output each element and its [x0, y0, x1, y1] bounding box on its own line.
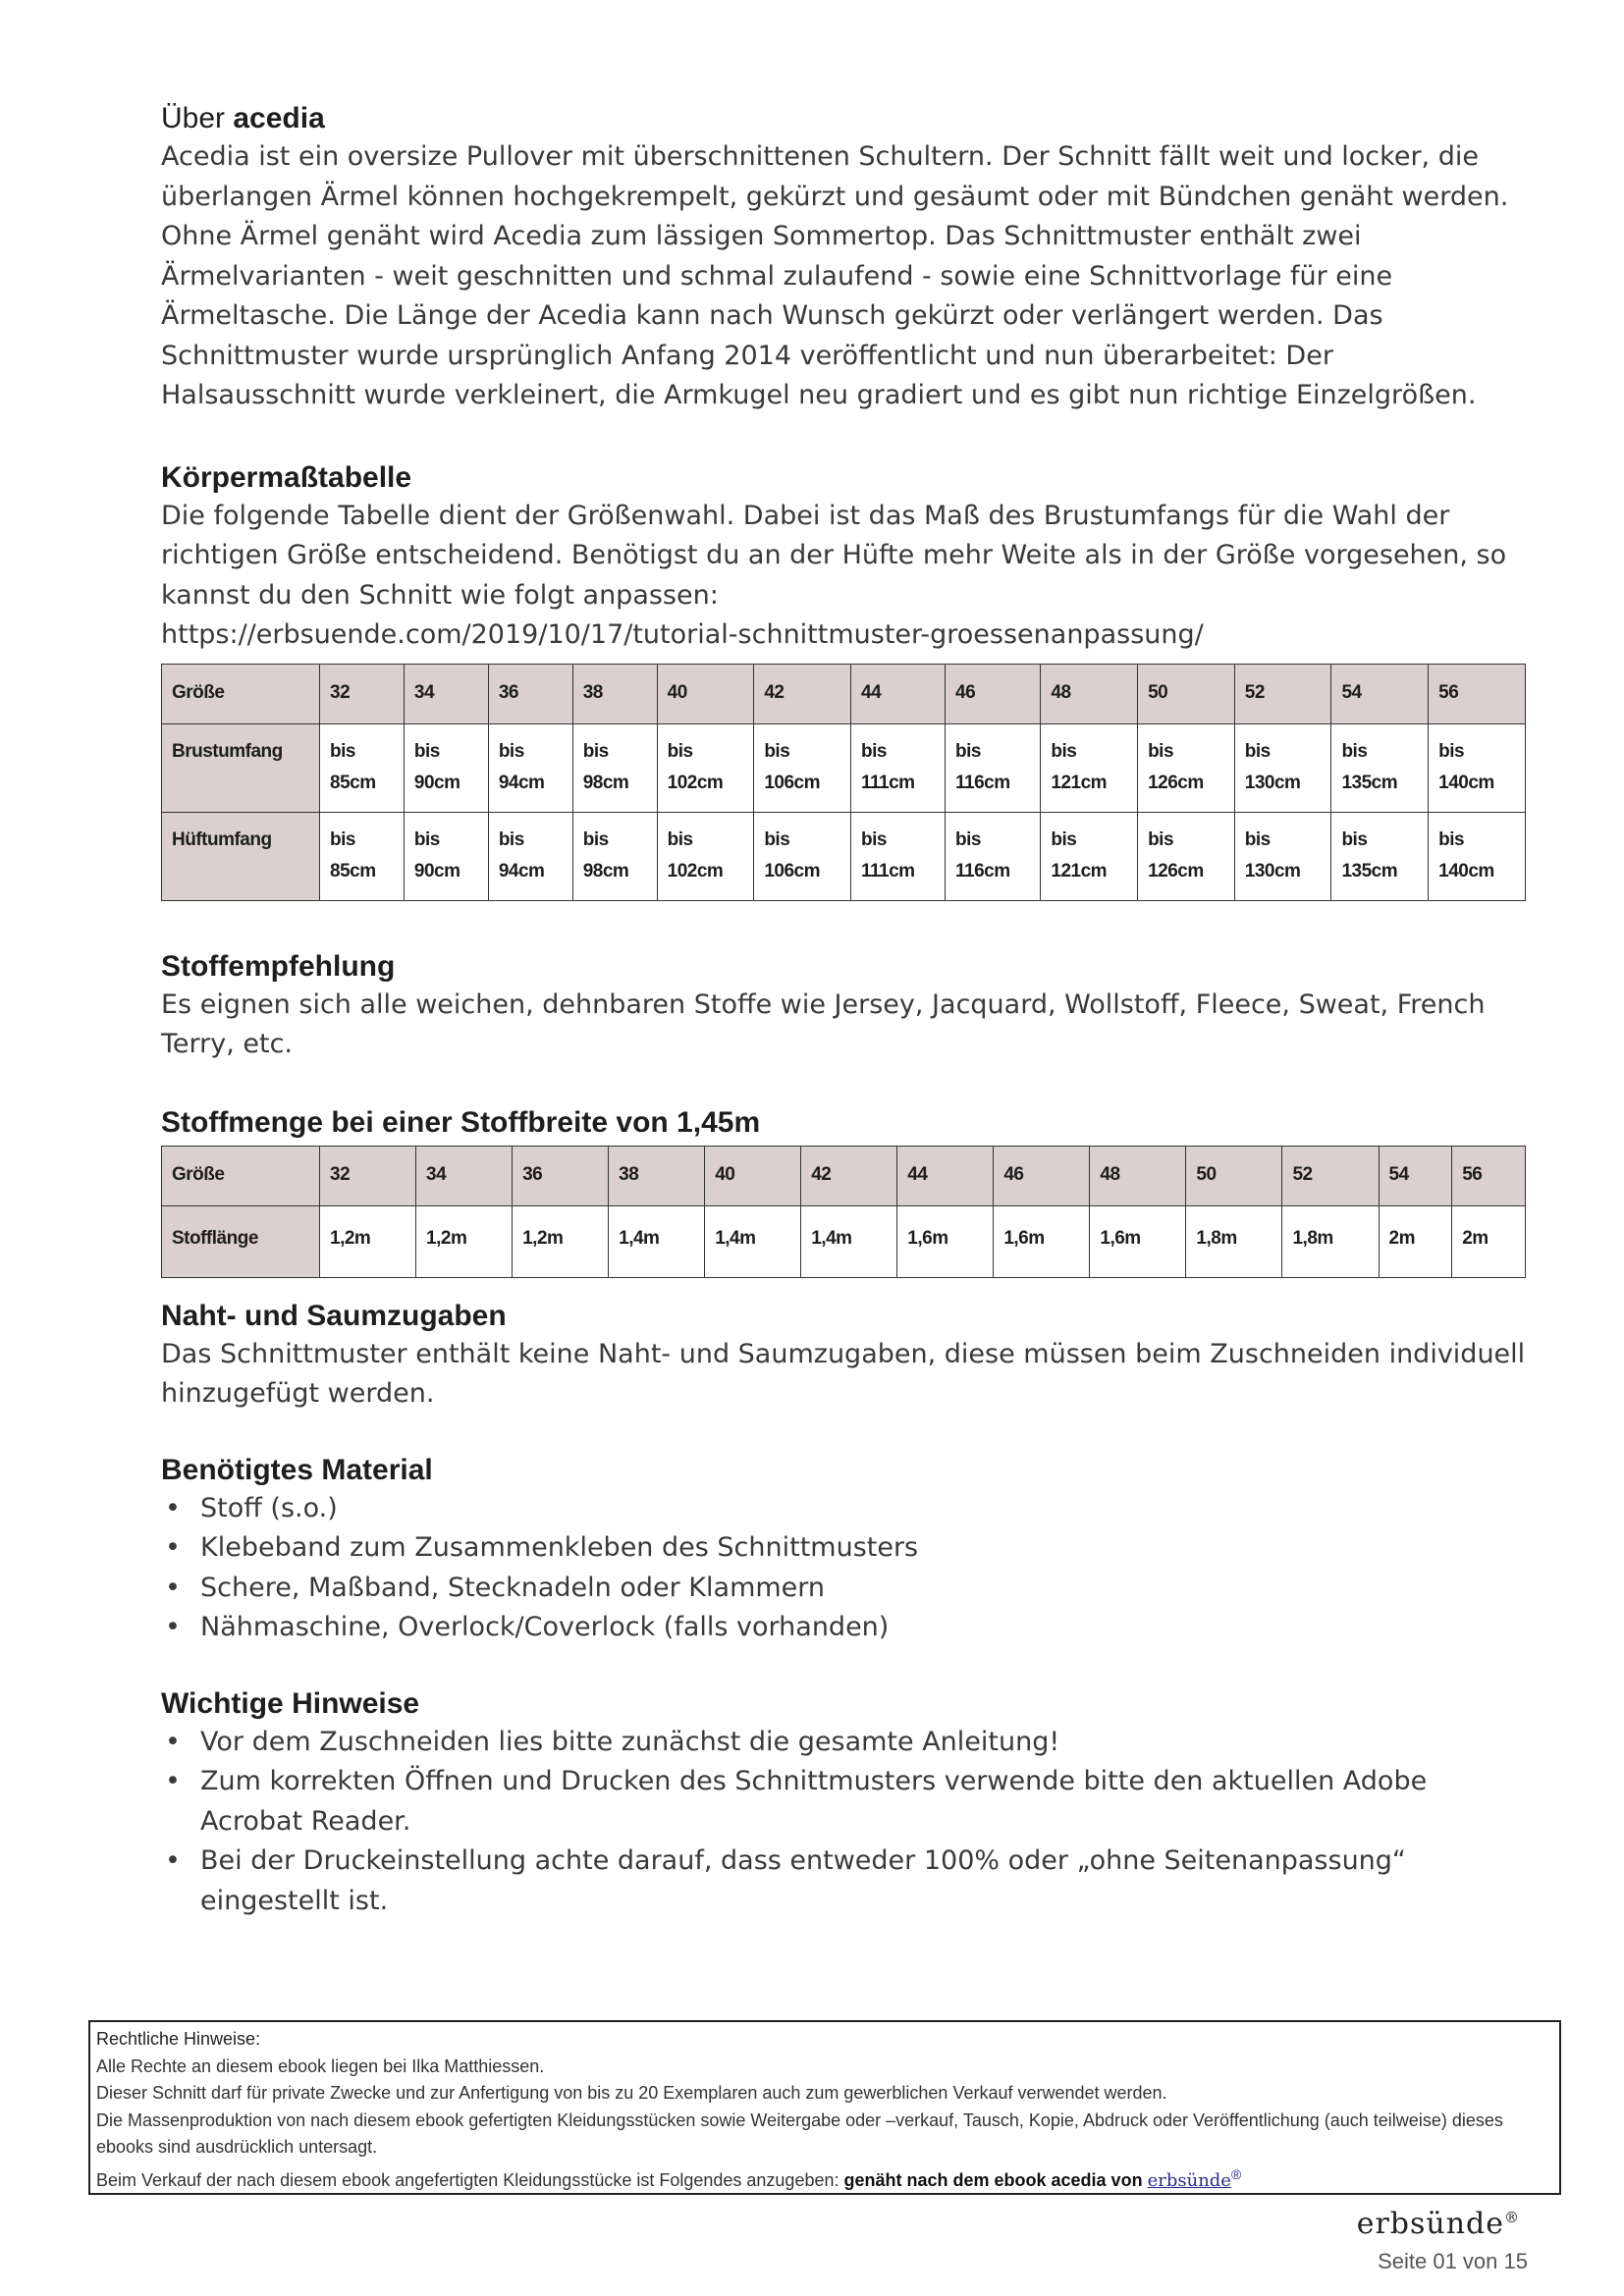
length-cell: 1,6m: [994, 1205, 1090, 1277]
body-measurements-section: [161, 459, 1536, 901]
size-table-header-row: [162, 664, 1526, 723]
length-cell: 1,8m: [1282, 1205, 1379, 1277]
size-cell: 52: [1234, 664, 1331, 723]
intro-text: Acedia ist ein oversize Pullover mit überschnittenen Schultern. Der Schnitt fällt weit und locker, die überlangen Ärmel können hochgekrempelt, gekürzt und gesäumt oder mit Bündchen genäht werden. Ohne Ärmel genäht wird Acedia zum lässigen Sommertop. Das Schnittmuster enthält zwei Ärmelvarianten - weit geschnitten und schmal zulaufend - sowie eine Schnittvorlage für eine Ärmeltasche. Die Länge der Acedia kann nach Wunsch gekürzt oder verlängert werden. Das Schnittmuster wurde ursprünglich Anfang 2014 veröffentlicht und nun überarbeitet: Der Halsausschnitt wurde verkleinert, die Armkugel neu gradiert und es gibt nun richtige Einzelgrößen.: [161, 141, 1509, 410]
body-measurements-text: Die folgende Tabelle dient der Größenwahl. Dabei ist das Maß des Brustumfangs für die Wahl der richtigen Größe entscheidend. Benötigst du an der Hüfte mehr Weite als in der Größe vorgesehen, so kannst du den Schnitt wie folgt anpassen:: [161, 500, 1507, 611]
measure-cell: bis 135cm: [1331, 723, 1429, 812]
fabric-title: Stoffempfehlung: [161, 949, 396, 983]
measure-cell: bis 98cm: [572, 723, 657, 812]
size-cell: 54: [1379, 1146, 1452, 1205]
measure-cell: bis 106cm: [754, 812, 851, 900]
size-cell: 42: [754, 664, 851, 723]
legal-line: Die Massenproduktion von nach diesem ebook gefertigten Kleidungsstücken sowie Weitergabe oder –verkauf, Tausch, Kopie, Abdruck oder Veröffentlichung (auch teilweise) dieses ebooks sind ausdrücklich untersagt.: [96, 2109, 1503, 2157]
measure-cell: bis 121cm: [1041, 812, 1138, 900]
measure-cell: bis 102cm: [657, 723, 754, 812]
measure-cell: bis 116cm: [946, 812, 1041, 900]
length-cell: 1,2m: [416, 1205, 513, 1277]
list-item: • Schere, Maßband, Stecknadeln oder Klammern: [165, 1572, 826, 1603]
length-cell: 2m: [1379, 1205, 1452, 1277]
size-cell: 36: [513, 1146, 609, 1205]
yardage-table: [161, 1146, 1526, 1278]
measure-cell: bis 90cm: [404, 812, 488, 900]
row-label: Hüftumfang: [162, 812, 320, 900]
length-cell: 1,8m: [1186, 1205, 1282, 1277]
measure-cell: bis 130cm: [1234, 723, 1331, 812]
measure-cell: bis 94cm: [488, 723, 572, 812]
measure-cell: bis 121cm: [1041, 723, 1138, 812]
measure-cell: bis 102cm: [657, 812, 754, 900]
length-cell: 1,6m: [1090, 1205, 1186, 1277]
size-cell: 52: [1282, 1146, 1379, 1205]
size-cell: 38: [572, 664, 657, 723]
list-item: • Stoff (s.o.): [165, 1492, 338, 1523]
size-cell: 34: [404, 664, 488, 723]
size-table-header-label: Größe: [162, 664, 320, 723]
size-cell: 56: [1452, 1146, 1526, 1205]
materials-list: [161, 1489, 1536, 1648]
size-cell: 38: [609, 1146, 705, 1205]
length-cell: 2m: [1452, 1205, 1526, 1277]
seam-title: Naht- und Saumzugaben: [161, 1299, 507, 1332]
list-item: • Zum korrekten Öffnen und Drucken des Schnittmusters verwende bitte den aktuellen Adobe Acrobat Reader.: [165, 1766, 1428, 1837]
intro-title-name: acedia: [233, 102, 325, 134]
measure-cell: bis 85cm: [320, 723, 405, 812]
list-item: • Vor dem Zuschneiden lies bitte zunächst die gesamte Anleitung!: [165, 1726, 1060, 1757]
size-cell: 54: [1331, 664, 1429, 723]
notes-list: [161, 1723, 1536, 1922]
size-cell: 50: [1186, 1146, 1282, 1205]
intro-section: [161, 100, 1536, 416]
size-cell: 36: [488, 664, 572, 723]
size-cell: 40: [705, 1146, 801, 1205]
legal-title: Rechtliche Hinweise:: [96, 2029, 261, 2049]
legal-credit-line: Beim Verkauf der nach diesem ebook angefertigten Kleidungsstücke ist Folgendes anzugeben: genäht nach dem ebook acedia von erbsünde®: [96, 2165, 1242, 2191]
length-cell: 1,4m: [801, 1205, 897, 1277]
length-cell: 1,2m: [320, 1205, 416, 1277]
yardage-title: Stoffmenge bei einer Stoffbreite von 1,45m: [161, 1105, 761, 1139]
length-cell: 1,2m: [513, 1205, 609, 1277]
size-cell: 46: [946, 664, 1041, 723]
list-item: • Klebeband zum Zusammenkleben des Schnittmusters: [165, 1532, 919, 1563]
page-number: Seite 01 von 15: [1378, 2249, 1528, 2273]
size-cell: 32: [320, 664, 405, 723]
measure-cell: bis 98cm: [572, 812, 657, 900]
seam-text: Das Schnittmuster enthält keine Naht- und Saumzugaben, diese müssen beim Zuschneiden individuell hinzugefügt werden.: [161, 1338, 1526, 1409]
legal-line: Dieser Schnitt darf für private Zwecke und zur Anfertigung von bis zu 20 Exemplaren auch zum gewerblichen Verkauf verwendet werden.: [96, 2083, 1167, 2103]
notes-title: Wichtige Hinweise: [161, 1686, 420, 1720]
size-cell: 48: [1041, 664, 1138, 723]
measure-cell: bis 106cm: [754, 723, 851, 812]
length-cell: 1,4m: [609, 1205, 705, 1277]
list-item: • Nähmaschine, Overlock/Coverlock (falls vorhanden): [165, 1612, 890, 1642]
size-table-row: [162, 812, 1526, 900]
materials-title: Benötigtes Material: [161, 1453, 433, 1486]
length-cell: 1,6m: [897, 1205, 994, 1277]
yardage-header-row: [162, 1146, 1526, 1205]
measure-cell: bis 111cm: [851, 723, 946, 812]
length-cell: 1,4m: [705, 1205, 801, 1277]
row-label: Stofflänge: [162, 1205, 320, 1277]
size-cell: 42: [801, 1146, 897, 1205]
page-content: [161, 100, 1536, 1921]
size-table-row: [162, 723, 1526, 812]
footer-logo: erbsünde®: [1356, 2207, 1520, 2241]
size-cell: 44: [851, 664, 946, 723]
legal-credit: genäht nach dem ebook acedia von: [843, 2169, 1143, 2190]
brand-link[interactable]: erbsünde: [1147, 2169, 1231, 2191]
measure-cell: bis 140cm: [1429, 812, 1526, 900]
size-adjust-url: https://erbsuende.com/2019/10/17/tutorial-schnittmuster-groessenanpassung/: [161, 619, 1204, 650]
size-cell: 34: [416, 1146, 513, 1205]
measure-cell: bis 111cm: [851, 812, 946, 900]
intro-title-prefix: Über: [161, 102, 234, 134]
size-cell: 44: [897, 1146, 994, 1205]
seam-section: [161, 1298, 1536, 1415]
fabric-text: Es eignen sich alle weichen, dehnbaren Stoffe wie Jersey, Jacquard, Wollstoff, Fleece, Sweat, French Terry, etc.: [161, 988, 1486, 1059]
list-item: • Bei der Druckeinstellung achte darauf, dass entweder 100% oder „ohne Seitenanpassung“ eingestellt ist.: [165, 1845, 1406, 1916]
measure-cell: bis 116cm: [946, 723, 1041, 812]
body-measurements-title: Körpermaßtabelle: [161, 460, 412, 494]
row-label: Brustumfang: [162, 723, 320, 812]
size-cell: 56: [1429, 664, 1526, 723]
intro-title: [161, 100, 1536, 137]
measure-cell: bis 126cm: [1138, 723, 1235, 812]
measure-cell: bis 94cm: [488, 812, 572, 900]
size-table: [161, 664, 1526, 901]
materials-section: [161, 1452, 1536, 1648]
notes-section: [161, 1685, 1536, 1922]
measure-cell: bis 90cm: [404, 723, 488, 812]
size-cell: 48: [1090, 1146, 1186, 1205]
yardage-section: [161, 1104, 1536, 1278]
yardage-header-label: Größe: [162, 1146, 320, 1205]
measure-cell: bis 85cm: [320, 812, 405, 900]
measure-cell: bis 130cm: [1234, 812, 1331, 900]
size-cell: 46: [994, 1146, 1090, 1205]
yardage-row: [162, 1205, 1526, 1277]
measure-cell: bis 140cm: [1429, 723, 1526, 812]
legal-line: Alle Rechte an diesem ebook liegen bei Ilka Matthiessen.: [96, 2056, 545, 2076]
fabric-section: [161, 948, 1536, 1065]
size-cell: 32: [320, 1146, 416, 1205]
measure-cell: bis 126cm: [1138, 812, 1235, 900]
measure-cell: bis 135cm: [1331, 812, 1429, 900]
size-cell: 40: [657, 664, 754, 723]
size-cell: 50: [1138, 664, 1235, 723]
legal-notice-box: [88, 2020, 1561, 2195]
